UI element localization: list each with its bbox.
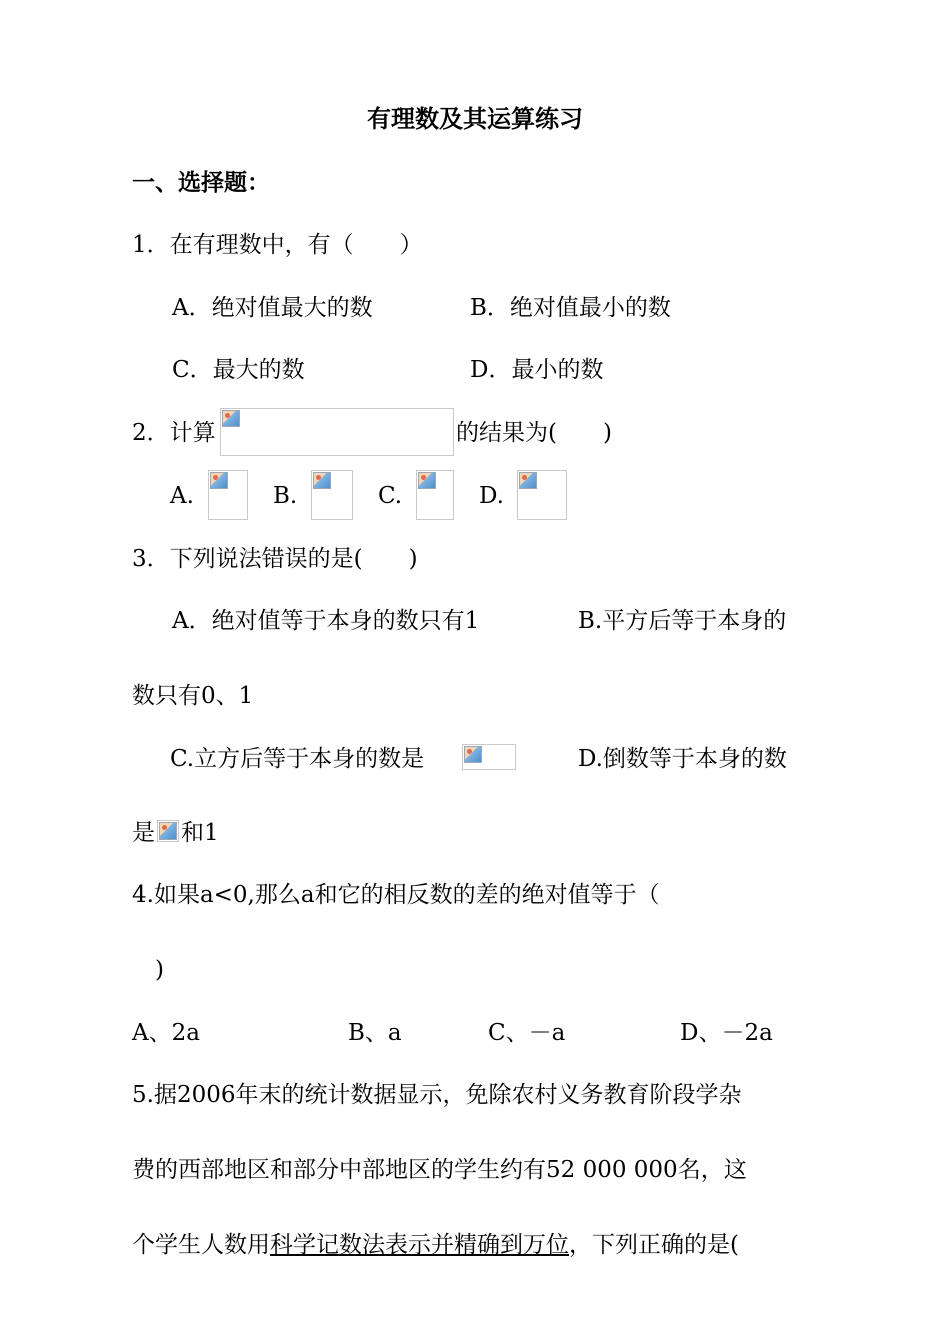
question-1-option-b: B．绝对值最小的数 [470, 295, 671, 321]
broken-image-icon [519, 472, 537, 489]
option-d-value-image-placeholder [157, 820, 179, 842]
broken-image-icon [313, 472, 331, 489]
broken-image-icon [210, 472, 228, 489]
section-heading: 一、选择题： [132, 169, 270, 196]
broken-image-icon [222, 410, 240, 427]
option-c-value-image-placeholder [462, 744, 516, 770]
question-3-option-a: A．绝对值等于本身的数只有1 [172, 608, 480, 634]
option-b-image-placeholder [311, 470, 353, 520]
question-4-option-d: D、－2a [680, 1020, 773, 1046]
question-3-option-d-continued-a: 是 [132, 820, 155, 846]
question-5-line-3 [132, 1230, 739, 1260]
question-3-option-d: D.倒数等于本身的数 [578, 746, 787, 772]
option-d-image-placeholder [517, 470, 567, 520]
broken-image-icon [418, 472, 436, 489]
question-5-line-1: 5.据2006年末的统计数据显示，免除农村义务教育阶段学杂 [132, 1082, 742, 1108]
question-3-option-c: C.立方后等于本身的数是 [170, 746, 425, 772]
question-3-stem: 3．下列说法错误的是( ) [132, 546, 418, 572]
question-4-option-b: B、a [348, 1020, 402, 1046]
question-2-stem-a: 2．计算 [132, 420, 216, 446]
broken-image-icon [464, 746, 482, 763]
question-3-option-b: B.平方后等于本身的 [578, 608, 787, 634]
question-3-option-b-continued: 数只有0、1 [132, 683, 254, 709]
question-1-stem: 1．在有理数中，有（ ） [132, 232, 423, 258]
question-2-option-a-label: A. [170, 483, 194, 509]
question-4-stem-continued: ) [132, 957, 164, 983]
underlined-phrase: 科学记数法表示并精确到万位 [270, 1232, 569, 1258]
question-4-stem: 4.如果a<0,那么a和它的相反数的差的绝对值等于（ [132, 882, 660, 908]
broken-image-icon [159, 822, 177, 840]
option-c-image-placeholder [416, 470, 454, 520]
question-2-option-c-label: C. [378, 483, 403, 509]
question-2-option-b-label: B. [273, 483, 298, 509]
option-a-image-placeholder [208, 470, 248, 520]
question-1-option-c: C．最大的数 [172, 357, 305, 383]
question-2-option-d-label: D. [479, 483, 504, 509]
question-1-option-d: D．最小的数 [470, 357, 604, 383]
question-4-option-a: A、2a [132, 1020, 200, 1046]
question-5-line-2: 费的西部地区和部分中部地区的学生约有52 000 000名，这 [132, 1157, 747, 1183]
formula-image-placeholder [220, 408, 454, 456]
question-4-option-c: C、－a [488, 1020, 566, 1046]
question-5-line-3-end: ，下列正确的是( [569, 1232, 739, 1258]
question-5-line-3-start: 个学生人数用 [132, 1232, 270, 1258]
question-2-stem-b: 的结果为( ) [456, 420, 612, 446]
question-3-option-d-continued-b: 和1 [181, 820, 219, 846]
question-1-option-a: A．绝对值最大的数 [172, 295, 373, 321]
page-title: 有理数及其运算练习 [367, 104, 583, 133]
